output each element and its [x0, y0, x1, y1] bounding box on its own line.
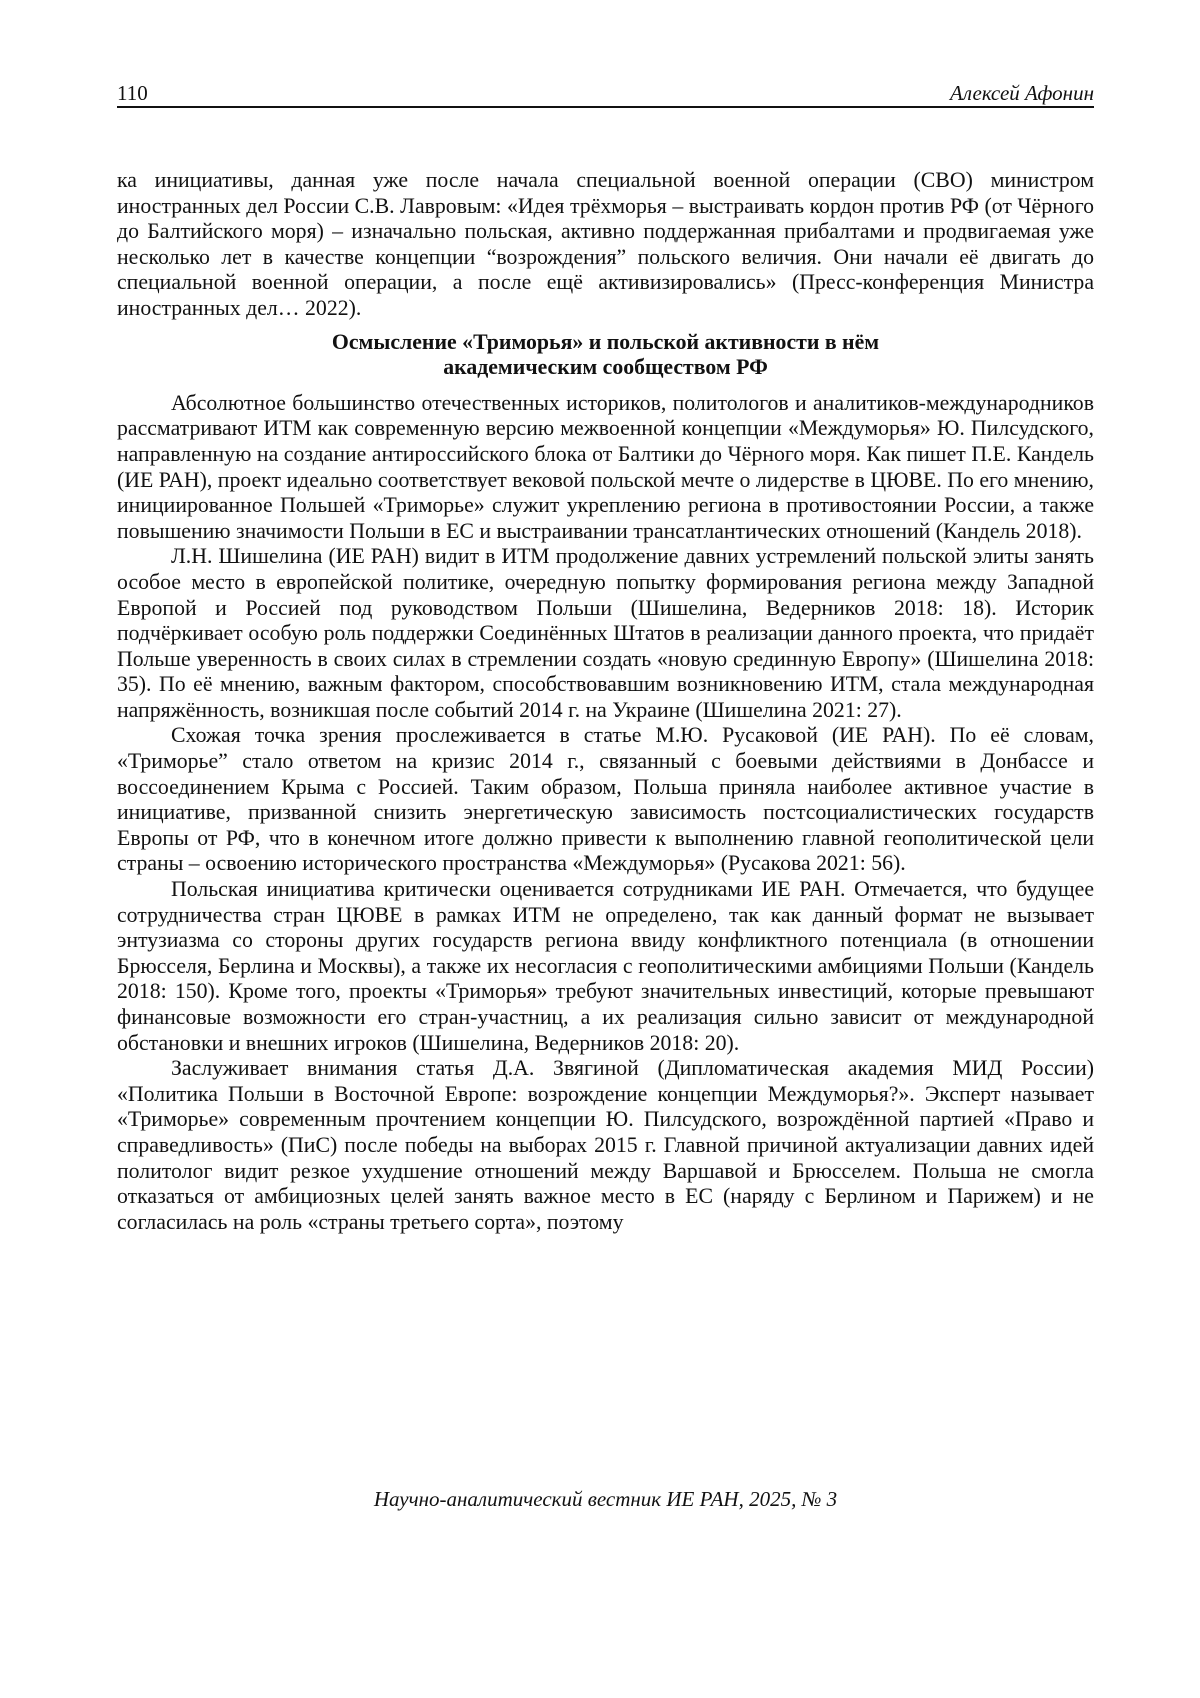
paragraph-3: Л.Н. Шишелина (ИЕ РАН) видит в ИТМ продолжение давних устремлений польской элиты занять особое место в европейской политике, очередную попытку формирования региона между Западной Европой и Россией под руководством Польши (Шишелина, Ведерников 2018: 18). Историк подчёркивает особую роль поддержки Соединённых Штатов в реализации данного проекта, что придаёт Польше уверенность в своих силах в стремлении создать «новую срединную Европу» (Шишелина 2018: 35). По её мнению, важным фактором, способствовавшим возникновению ИТМ, стала международная напряжённость, возникшая после событий 2014 г. на Украине (Шишелина 2021: 27).: [117, 544, 1094, 722]
section-heading-line-1: Осмысление «Триморья» и польской активности в нём: [331, 329, 880, 354]
paragraph-2: Абсолютное большинство отечественных историков, политологов и аналитиков-международников рассматривают ИТМ как современную версию межвоенной концепции «Междуморья» Ю. Пилсудского, направленную на создание антироссийского блока от Балтики до Чёрного моря. Как пишет П.Е. Кандель (ИЕ РАН), проект идеально соответствует вековой польской мечте о лидерстве в ЦЮВЕ. По его мнению, инициированное Польшей «Триморье» служит укреплению региона в противостоянии России, а также повышению значимости Польши в ЕС и выстраивании трансатлантических отношений (Кандель 2018).: [117, 390, 1094, 543]
paragraph-6: Заслуживает внимания статья Д.А. Звягиной (Дипломатическая академия МИД России) «Политика Польши в Восточной Европе: возрождение концепции Междуморья?». Эксперт называет «Триморье» современным прочтением концепции Ю. Пилсудского, возрождённой партией «Право и справедливость» (ПиС) после победы на выборах 2015 г. Главной причиной актуализации давних идей политолог видит резкое ухудшение отношений между Варшавой и Брюсселем. Польша не смогла отказаться от амбициозных целей занять важное место в ЕС (наряду с Берлином и Парижем) и не согласилась на роль «страны третьего сорта», поэтому: [117, 1056, 1094, 1234]
page-number: 110: [117, 81, 148, 105]
section-heading-line-2: академическим сообществом РФ: [443, 355, 768, 380]
journal-footer: Научно-аналитический вестник ИЕ РАН, 2025, № 3: [373, 1487, 838, 1511]
section-heading: [117, 330, 1094, 381]
paragraph-5: Польская инициатива критически оценивается сотрудниками ИЕ РАН. Отмечается, что будущее сотрудничества стран ЦЮВЕ в рамках ИТМ не определено, так как данный формат не вызывает энтузиазма со стороны других государств региона ввиду конфликтного потенциала (в отношении Брюсселя, Берлина и Москвы), а также их несогласия с геополитическими амбициями Польши (Кандель 2018: 150). Кроме того, проекты «Триморья» требуют значительных инвестиций, которые превышают финансовые возможности его стран-участниц, а их реализация сильно зависит от международной обстановки и внешних игроков (Шишелина, Ведерников 2018: 20).: [117, 877, 1094, 1055]
journal-page: [117, 78, 1094, 1618]
article-body: [117, 168, 1094, 1235]
running-head: [117, 78, 1094, 108]
article-author: Алексей Афонин: [950, 81, 1094, 105]
paragraph-4: Схожая точка зрения прослеживается в статье М.Ю. Русаковой (ИЕ РАН). По её словам, «Триморье” стало ответом на кризис 2014 г., связанный с боевыми действиями в Донбассе и воссоединением Крыма с Россией. Таким образом, Польша приняла наиболее активное участие в инициативе, призванной снизить энергетическую зависимость постсоциалистических государств Европы от РФ, что в конечном итоге должно привести к выполнению главной геополитической цели страны – освоению исторического пространства «Междуморья» (Русакова 2021: 56).: [117, 723, 1094, 876]
paragraph-1: ка инициативы, данная уже после начала специальной военной операции (СВО) министром иностранных дел России С.В. Лавровым: «Идея трёхморья – выстраивать кордон против РФ (от Чёрного до Балтийского моря) – изначально польская, активно поддержанная прибалтами и продвигаемая уже несколько лет в качестве концепции “возрождения” польского величия. Они начали её двигать до специальной военной операции, а после ещё активизировались» (Пресс-конференция Министра иностранных дел… 2022).: [117, 168, 1094, 320]
